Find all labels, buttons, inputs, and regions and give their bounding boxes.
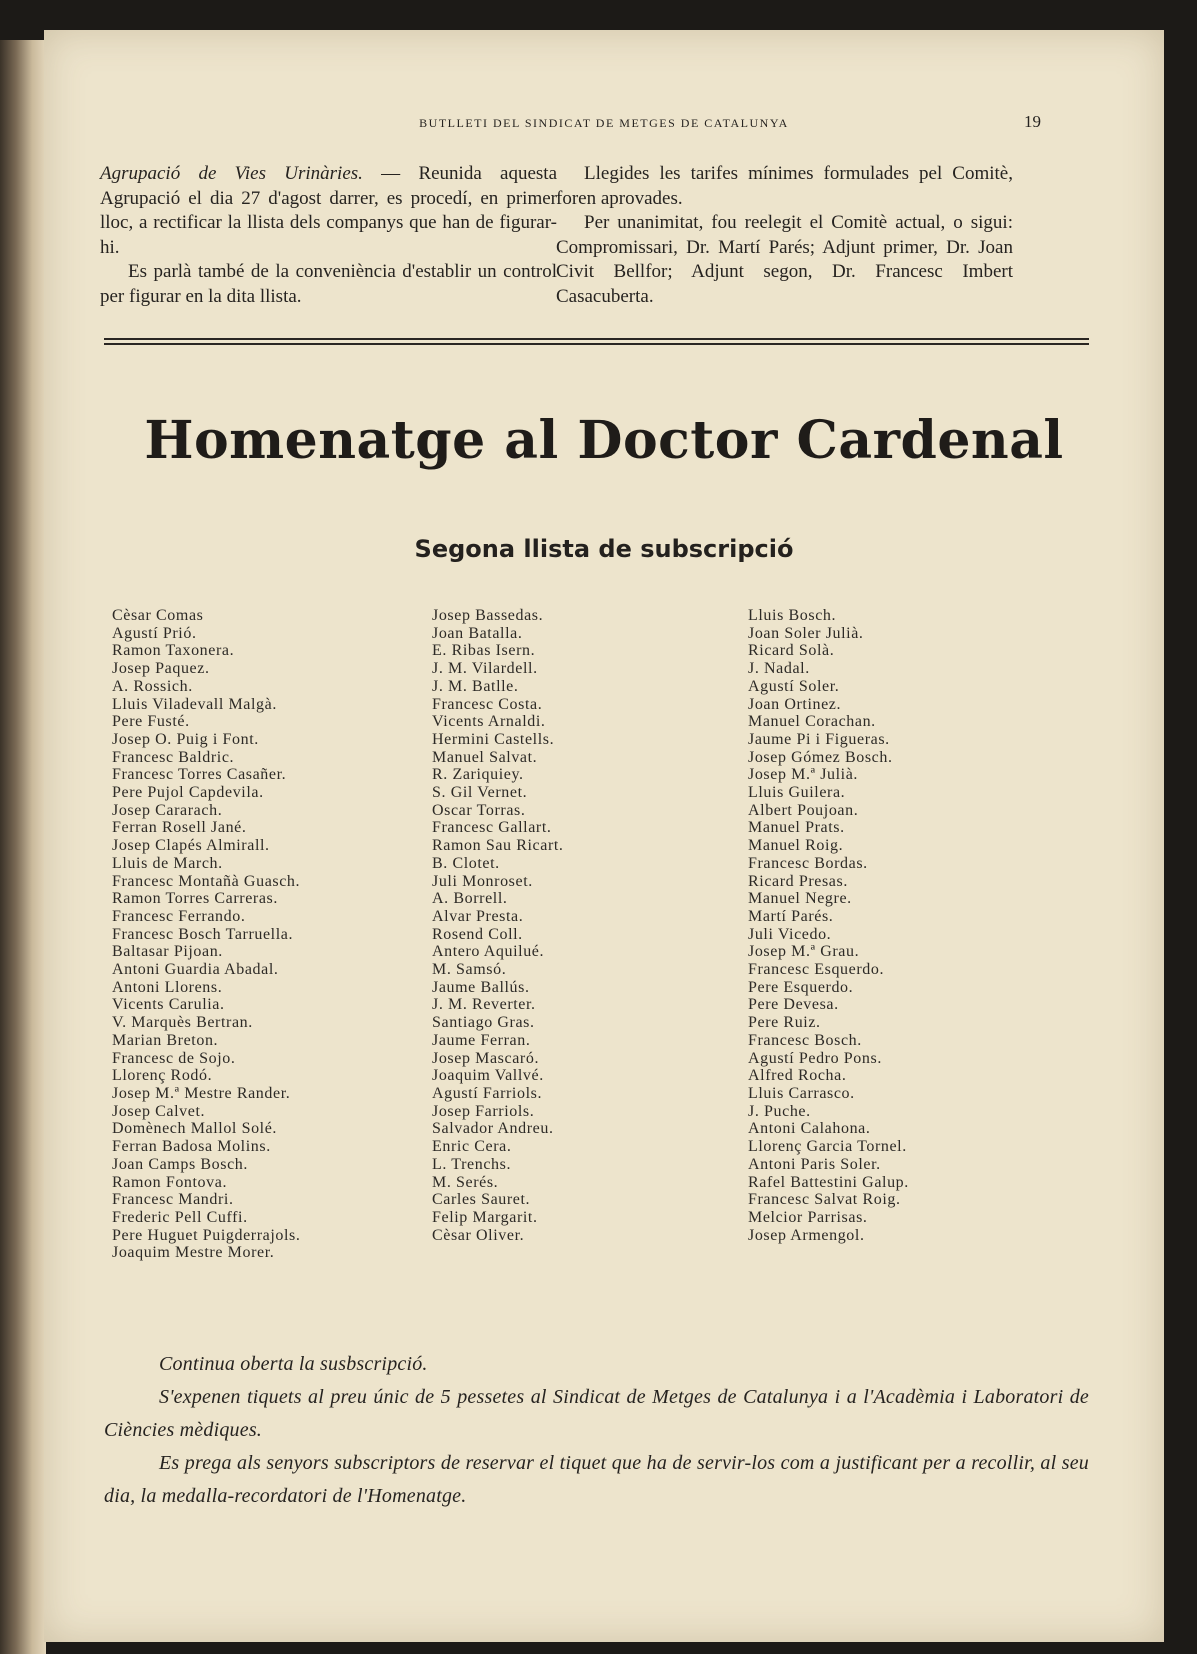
subscriber-name: V. Marquès Bertran. [112, 1014, 253, 1032]
subscriber-name: Manuel Salvat. [432, 748, 538, 766]
subscriber-name: A. Borrell. [432, 890, 508, 908]
subscriber-name: Josep Paquez. [112, 660, 210, 678]
double-rule-divider [104, 338, 1089, 345]
subscriber-name: Josep Bassedas. [432, 607, 544, 624]
subscriber-name: Lluis de March. [112, 854, 223, 872]
section-heading: Agrupació de Vies Urinàries. [100, 163, 363, 184]
subscriber-name: J. Nadal. [748, 660, 810, 678]
subscriber-name: Salvador Andreu. [432, 1120, 554, 1138]
subscriber-name: Rosend Coll. [432, 925, 523, 943]
subscriber-name: Juli Vicedo. [748, 925, 832, 943]
subscriber-name: Francesc Bosch Tarruella. [112, 925, 294, 943]
book-binding [0, 40, 46, 1654]
subscriber-name: Cèsar Oliver. [432, 1226, 525, 1244]
subscriber-name: Alfred Rocha. [748, 1067, 847, 1085]
subscriber-name: Francesc Ferrando. [112, 907, 246, 925]
subscriber-column-3 [748, 607, 909, 1244]
subscriber-name: Lluis Viladevall Malgà. [112, 695, 277, 713]
subscriber-name: Antoni Calahona. [748, 1120, 871, 1138]
agrupacio-report [100, 162, 557, 309]
subscriber-name: Ricard Solà. [748, 642, 835, 660]
subscriber-name: J. M. Batlle. [432, 677, 519, 695]
subscriber-name: Francesc Esquerdo. [748, 961, 885, 979]
subscriber-name: Francesc Gallart. [432, 819, 552, 837]
subscriber-name: Ferran Rosell Jané. [112, 819, 247, 837]
subscriber-name: Joan Camps Bosch. [112, 1155, 248, 1173]
subscriber-name: Ramon Sau Ricart. [432, 837, 564, 855]
subscriber-name: Josep Gómez Bosch. [748, 748, 893, 766]
closing-notice [104, 1348, 1089, 1513]
subscriber-name: Llorenç Garcia Tornel. [748, 1138, 907, 1156]
subscriber-name: Ramon Torres Carreras. [112, 890, 278, 908]
subscriber-name: Domènech Mallol Solé. [112, 1120, 278, 1138]
subscriber-name: Enric Cera. [432, 1138, 512, 1156]
subscriber-name: J. Puche. [748, 1102, 811, 1120]
subscriber-name: Pere Esquerdo. [748, 978, 854, 996]
subscriber-name: Manuel Corachan. [748, 713, 876, 731]
subscriber-name: Melcior Parrisas. [748, 1208, 868, 1226]
subscriber-name: Pere Ruiz. [748, 1014, 821, 1032]
subscriber-name: Martí Parés. [748, 907, 834, 925]
subscriber-name: Antoni Llorens. [112, 978, 223, 996]
subscriber-name: R. Zariquiey. [432, 766, 524, 784]
subscriber-name: Josep Calvet. [112, 1102, 206, 1120]
subscriber-name: Joan Ortinez. [748, 695, 842, 713]
subscriber-name: J. M. Reverter. [432, 996, 536, 1014]
subscriber-name: A. Rossich. [112, 677, 193, 695]
subscriber-name: Agustí Prió. [112, 624, 197, 642]
subscriber-name: Manuel Roig. [748, 837, 844, 855]
subscriber-name: Josep Farriols. [432, 1102, 535, 1120]
subscriber-name: Juli Monroset. [432, 872, 533, 890]
subscriber-name: Francesc Mandri. [112, 1191, 234, 1209]
subscriber-name: Jaume Ballús. [432, 978, 530, 996]
subscriber-name: Santiago Gras. [432, 1014, 535, 1032]
subscriber-name: Josep Armengol. [748, 1226, 865, 1244]
subscriber-name: Albert Poujoan. [748, 801, 859, 819]
subscriber-name: M. Samsó. [432, 961, 507, 979]
subscriber-name: Joaquim Vallvé. [432, 1067, 544, 1085]
subscriber-name: Rafel Battestini Galup. [748, 1173, 909, 1191]
report-paragraph: Per unanimitat, fou reelegit el Comitè actual, o sigui: Compromissari, Dr. Martí Parés; Adjunt primer, Dr. Joan Civit Bellfor; Adjunt segon, Dr. Francesc Imbert Casacuberta. [556, 212, 1013, 307]
subscriber-name: Marian Breton. [112, 1031, 219, 1049]
subscriber-name: Josep M.ª Julià. [748, 766, 859, 784]
subscriber-name: Antoni Guardia Abadal. [112, 961, 279, 979]
subscriber-name: Antoni Paris Soler. [748, 1155, 881, 1173]
subscriber-name: Lluis Bosch. [748, 607, 837, 624]
subscriber-name: Oscar Torras. [432, 801, 526, 819]
subscriber-name: Pere Devesa. [748, 996, 839, 1014]
subscriber-name: Francesc Montañà Guasch. [112, 872, 301, 890]
journal-title: BUTLLETI DEL SINDICAT DE METGES DE CATALUNYA [419, 116, 789, 130]
subscriber-name: Josep Cararach. [112, 801, 223, 819]
subscriber-name: Agustí Farriols. [432, 1084, 543, 1102]
subscriber-name: Jaume Ferran. [432, 1031, 531, 1049]
subscriber-name: Francesc Salvat Roig. [748, 1191, 901, 1209]
subscriber-name: Josep M.ª Grau. [748, 943, 860, 961]
subscriber-name: Josep O. Puig i Font. [112, 730, 259, 748]
page-number: 19 [1024, 112, 1041, 131]
subscriber-column-1 [112, 607, 300, 1262]
closing-paragraph: Continua oberta la susbscripció. [159, 1353, 428, 1375]
committee-report [556, 162, 1013, 309]
subscriber-name: Francesc Bordas. [748, 854, 868, 872]
subscriber-name: Francesc Baldric. [112, 748, 235, 766]
subscriber-name: E. Ribas Isern. [432, 642, 536, 660]
subscriber-name: Josep M.ª Mestre Rander. [112, 1084, 291, 1102]
report-paragraph: Llegides les tarifes mínimes formulades pel Comitè, foren aprovades. [556, 163, 1013, 209]
subscriber-name: Antero Aquilué. [432, 943, 545, 961]
subscriber-name: Pere Huguet Puigderrajols. [112, 1226, 301, 1244]
subscriber-name: Josep Clapés Almirall. [112, 837, 270, 855]
report-paragraph [100, 162, 557, 260]
report-text: — Reunida aquesta Agrupació el dia 27 d'agost darrer, es procedí, en primer lloc, a rectificar la llista dels companys que han de figurar-hi. [100, 163, 558, 258]
subscriber-name: S. Gil Vernet. [432, 784, 528, 802]
subscriber-name: L. Trenchs. [432, 1155, 512, 1173]
subscriber-name: Francesc Bosch. [748, 1031, 862, 1049]
subscriber-name: Agustí Pedro Pons. [748, 1049, 882, 1067]
homenatge-title: Homenatge al Doctor Cardenal [144, 410, 1064, 471]
subscriber-name: M. Serés. [432, 1173, 499, 1191]
subscriber-name: Cèsar Comas [112, 607, 204, 624]
subscriber-name: B. Clotet. [432, 854, 500, 872]
subscriber-name: Pere Pujol Capdevila. [112, 784, 264, 802]
subscriber-name: Josep Mascaró. [432, 1049, 540, 1067]
subscriber-name: Ramon Taxonera. [112, 642, 235, 660]
subscriber-column-2 [432, 607, 564, 1244]
subscriber-name: Joaquim Mestre Morer. [112, 1244, 275, 1262]
subscriber-name: Agustí Soler. [748, 677, 840, 695]
running-header [44, 112, 1164, 136]
subscriber-name: Ferran Badosa Molins. [112, 1138, 271, 1156]
subscriber-name: Manuel Prats. [748, 819, 845, 837]
closing-paragraph: Es prega als senyors subscriptors de reservar el tiquet que ha de servir-los com a justificant per a recollir, al seu dia, la medalla-recordatori de l'Homenatge. [104, 1452, 1089, 1507]
subscriber-name: Joan Batalla. [432, 624, 523, 642]
closing-paragraph: S'expenen tiquets al preu únic de 5 pessetes al Sindicat de Metges de Catalunya i a l'Acadèmia i Laboratori de Ciències mèdiques. [104, 1386, 1089, 1441]
subscriber-name: Ricard Presas. [748, 872, 848, 890]
subscriber-name: Francesc Costa. [432, 695, 543, 713]
subscriber-name: Manuel Negre. [748, 890, 852, 908]
subscriber-name: J. M. Vilardell. [432, 660, 538, 678]
subscriber-name: Baltasar Pijoan. [112, 943, 223, 961]
subscriber-name: Jaume Pi i Figueras. [748, 730, 890, 748]
subscriber-name: Hermini Castells. [432, 730, 555, 748]
subscriber-name: Carles Sauret. [432, 1191, 531, 1209]
subscriber-name: Felip Margarit. [432, 1208, 538, 1226]
list-subtitle: Segona llista de subscripció [414, 535, 794, 563]
subscriber-name: Llorenç Rodó. [112, 1067, 213, 1085]
report-paragraph: Es parlà també de la conveniència d'establir un control per figurar en la dita llista. [100, 261, 557, 307]
subscriber-name: Joan Soler Julià. [748, 624, 864, 642]
journal-page [44, 30, 1164, 1642]
subscriber-name: Frederic Pell Cuffi. [112, 1208, 248, 1226]
subscriber-name: Francesc Torres Casañer. [112, 766, 287, 784]
subscriber-name: Lluis Carrasco. [748, 1084, 855, 1102]
subscriber-name: Vicents Carulia. [112, 996, 225, 1014]
subscriber-name: Pere Fusté. [112, 713, 190, 731]
subscriber-name: Vicents Arnaldi. [432, 713, 546, 731]
subscriber-name: Francesc de Sojo. [112, 1049, 236, 1067]
subscriber-name: Alvar Presta. [432, 907, 524, 925]
subscriber-name: Ramon Fontova. [112, 1173, 228, 1191]
subscriber-name: Lluis Guilera. [748, 784, 846, 802]
